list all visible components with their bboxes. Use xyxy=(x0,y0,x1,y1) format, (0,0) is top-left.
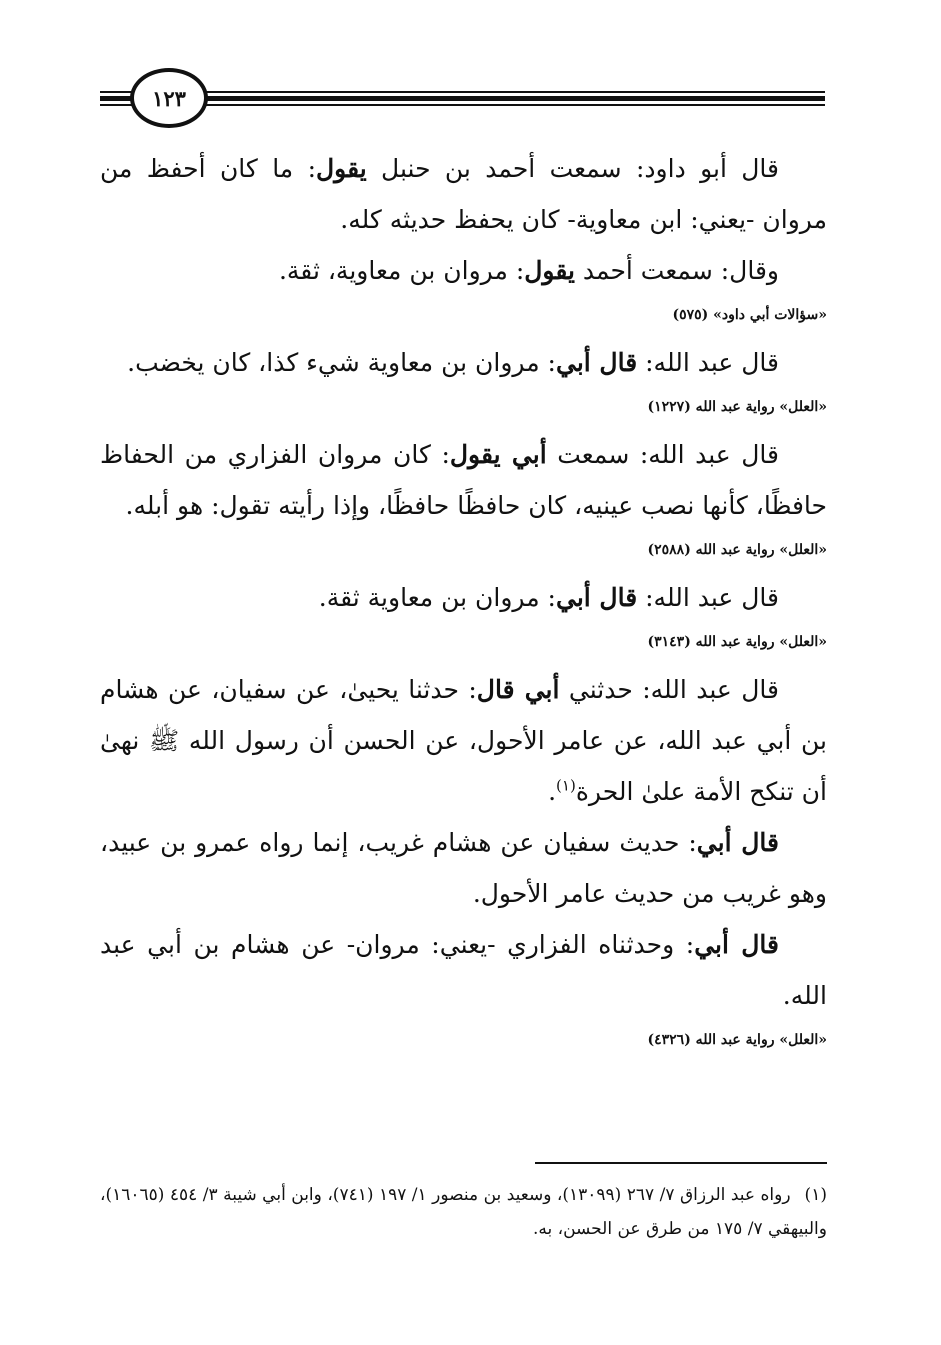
source-citation: «العلل» رواية عبد الله (٢٥٨٨) xyxy=(647,542,827,558)
source-citation: «العلل» رواية عبد الله (٣١٤٣) xyxy=(647,634,827,650)
text-run: : حديث سفيان عن هشام غريب، إنما رواه عمرو بن عبيد، وهو غريب من حديث عامر الأحول. xyxy=(100,828,827,908)
footnote-separator xyxy=(535,1162,827,1164)
text-run: . xyxy=(548,777,557,806)
text-run: : وحدثناه الفزاري -يعني: مروان- عن هشام بن أبي عبد الله. xyxy=(100,930,827,1010)
paragraph xyxy=(100,429,827,531)
paragraph xyxy=(100,337,827,388)
bold-phrase: قال أبي xyxy=(555,583,638,612)
text-run: : مروان بن معاوية ثقة. xyxy=(318,583,556,612)
header-rule-thick xyxy=(100,96,825,101)
text-run: وقال: سمعت أحمد xyxy=(574,256,779,285)
page-header xyxy=(100,68,825,130)
source-citation: «سؤالات أبي داود» (٥٧٥) xyxy=(672,307,827,323)
text-run: قال عبد الله: xyxy=(637,583,779,612)
bold-phrase: قال أبي xyxy=(555,348,638,377)
text-run: قال أبو داود: سمعت أحمد بن حنبل xyxy=(366,154,779,183)
page-number: ١٢٣ xyxy=(152,85,186,111)
text-run: : حدثنا يحيىٰ، عن سفيان، عن هشام بن أبي عبد الله، عن عامر الأحول، عن الحسن أن رسول الله ﷺ نهىٰ أن تنكح الأمة علىٰ الحرة xyxy=(100,675,827,806)
paragraph xyxy=(100,919,827,1021)
footnote-text: رواه عبد الرزاق ٧/ ٢٦٧ (١٣٠٩٩)، وسعيد بن منصور ١/ ١٩٧ (٧٤١)، وابن أبي شيبة ٣/ ٤٥٤ (١٦٠٦٥)، والبيهقي ٧/ ١٧٥ من طرق عن الحسن، به. xyxy=(100,1185,827,1239)
text-run: قال عبد الله: حدثني xyxy=(559,675,779,704)
footnote-number: (١) xyxy=(804,1185,827,1205)
footnote xyxy=(100,1178,827,1246)
source-citation: «العلل» رواية عبد الله (٤٣٢٦) xyxy=(647,1032,827,1048)
bold-phrase: أبي يقول xyxy=(449,440,547,469)
bold-phrase: قال أبي xyxy=(696,828,779,857)
text-run: قال عبد الله: سمعت xyxy=(546,440,779,469)
text-run: قال عبد الله: xyxy=(637,348,779,377)
header-rule-bottom xyxy=(100,104,825,106)
bold-phrase: أبي قال xyxy=(476,675,560,704)
paragraph xyxy=(100,817,827,919)
source-citation: «العلل» رواية عبد الله (١٢٢٧) xyxy=(647,399,827,415)
bold-phrase: يقول xyxy=(524,256,575,285)
text-run: : ما كان أحفظ من مروان -يعني: ابن معاوية- كان يحفظ حديثه كله. xyxy=(100,154,827,234)
text-run: : مروان بن معاوية، ثقة. xyxy=(278,256,525,285)
text-run: : مروان بن معاوية شيء كذا، كان يخضب. xyxy=(127,348,556,377)
text-run: : كان مروان الفزاري من الحفاظ حافظًا، كأنها نصب عينيه، كان حافظًا حافظًا، وإذا رأيته تقول: هو أبله. xyxy=(100,440,827,520)
header-rule-top xyxy=(100,91,825,93)
page-number-badge xyxy=(130,68,208,128)
paragraph xyxy=(100,664,827,817)
bold-phrase: قال أبي xyxy=(694,930,779,959)
main-text xyxy=(100,143,827,1062)
paragraph xyxy=(100,143,827,245)
bold-phrase: يقول xyxy=(316,154,367,183)
footnote-ref: (١) xyxy=(556,776,576,795)
paragraph xyxy=(100,245,827,296)
paragraph xyxy=(100,572,827,623)
